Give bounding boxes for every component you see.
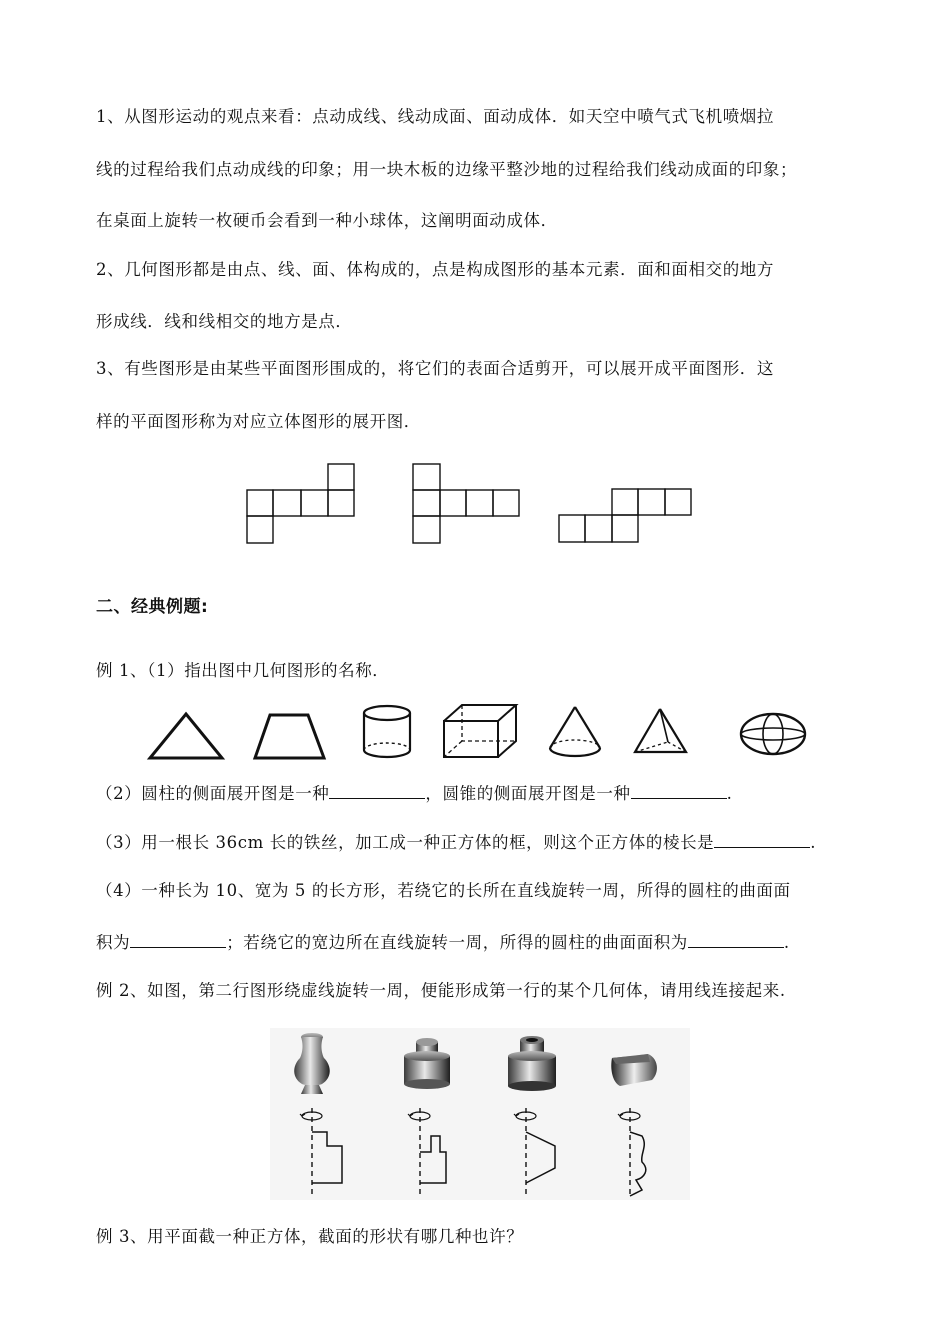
answer-blank-4[interactable] bbox=[130, 933, 226, 948]
pyramid-figure bbox=[632, 706, 690, 758]
example1-q3 bbox=[96, 833, 816, 853]
triangle-figure bbox=[148, 712, 224, 760]
example1-q2 bbox=[96, 784, 732, 804]
revolution-figure bbox=[270, 1028, 690, 1200]
answer-blank-5[interactable] bbox=[688, 933, 784, 948]
example2-text: 例 2、如图，第二行图形绕虚线旋转一周，便能形成第一行的某个几何体，请用线连接起来. bbox=[96, 981, 786, 1000]
review-p1-line3: 在桌面上旋转一枚硬币会看到一种小球体，这阐明面动成体． bbox=[96, 211, 558, 230]
example1-q4-line2 bbox=[96, 933, 790, 953]
answer-blank-3[interactable] bbox=[714, 833, 810, 848]
cube-net-3 bbox=[558, 488, 694, 544]
cone-figure bbox=[546, 704, 604, 760]
q2-text-a: （2）圆柱的侧面展开图是一种 bbox=[96, 784, 330, 803]
q3-text-a: （3）用一根长 36cm 长的铁丝，加工成一种正方体的框，则这个正方体的棱长是 bbox=[96, 833, 715, 852]
answer-blank-1[interactable] bbox=[329, 784, 425, 799]
q4-text-a: 积为 bbox=[96, 933, 131, 952]
sphere-figure bbox=[738, 710, 808, 758]
q4-text-b: ；若绕它的宽边所在直线旋转一周，所得的圆柱的曲面面积为 bbox=[226, 933, 688, 952]
review-p2-line2: 形成线．线和线相交的地方是点． bbox=[96, 312, 353, 331]
section-heading: 二、经典例题: bbox=[96, 597, 209, 617]
review-p3-line2: 样的平面图形称为对应立体图形的展开图． bbox=[96, 412, 421, 431]
revolution-figure-panel bbox=[270, 1028, 690, 1200]
answer-blank-2[interactable] bbox=[631, 784, 727, 799]
q4-text-c: . bbox=[783, 933, 790, 952]
cube-net-2 bbox=[412, 463, 522, 545]
q2-text-c: . bbox=[726, 784, 733, 803]
review-p3-line1: 3、有些图形是由某些平面图形围成的，将它们的表面合适剪开，可以展开成平面图形．这 bbox=[96, 359, 774, 378]
cylinder-figure bbox=[360, 704, 414, 760]
review-p1-line2: 线的过程给我们点动成线的印象；用一块木板的边缘平整沙地的过程给我们线动成面的印象； bbox=[96, 160, 798, 179]
example1-q4-line1: （4）一种长为 10、宽为 5 的长方形，若绕它的长所在直线旋转一周，所得的圆柱的曲面面 bbox=[96, 881, 791, 900]
example3-text: 例 3、用平面截一种正方体，截面的形状有哪几种也许？ bbox=[96, 1227, 524, 1246]
cuboid-figure bbox=[442, 703, 520, 759]
review-p1-line1: 1、从图形运动的观点来看：点动成线、线动成面、面动成体．如天空中喷气式飞机喷烟拉 bbox=[96, 107, 774, 126]
review-p2-line1: 2、几何图形都是由点、线、面、体构成的，点是构成图形的基本元素．面和面相交的地方 bbox=[96, 260, 774, 279]
trapezoid-figure bbox=[252, 712, 328, 760]
cube-net-1 bbox=[246, 463, 356, 545]
q2-text-b: ，圆锥的侧面展开图是一种 bbox=[425, 784, 631, 803]
q3-text-b: . bbox=[810, 833, 817, 852]
example1-q1: 例 1、（1）指出图中几何图形的名称． bbox=[96, 661, 390, 680]
